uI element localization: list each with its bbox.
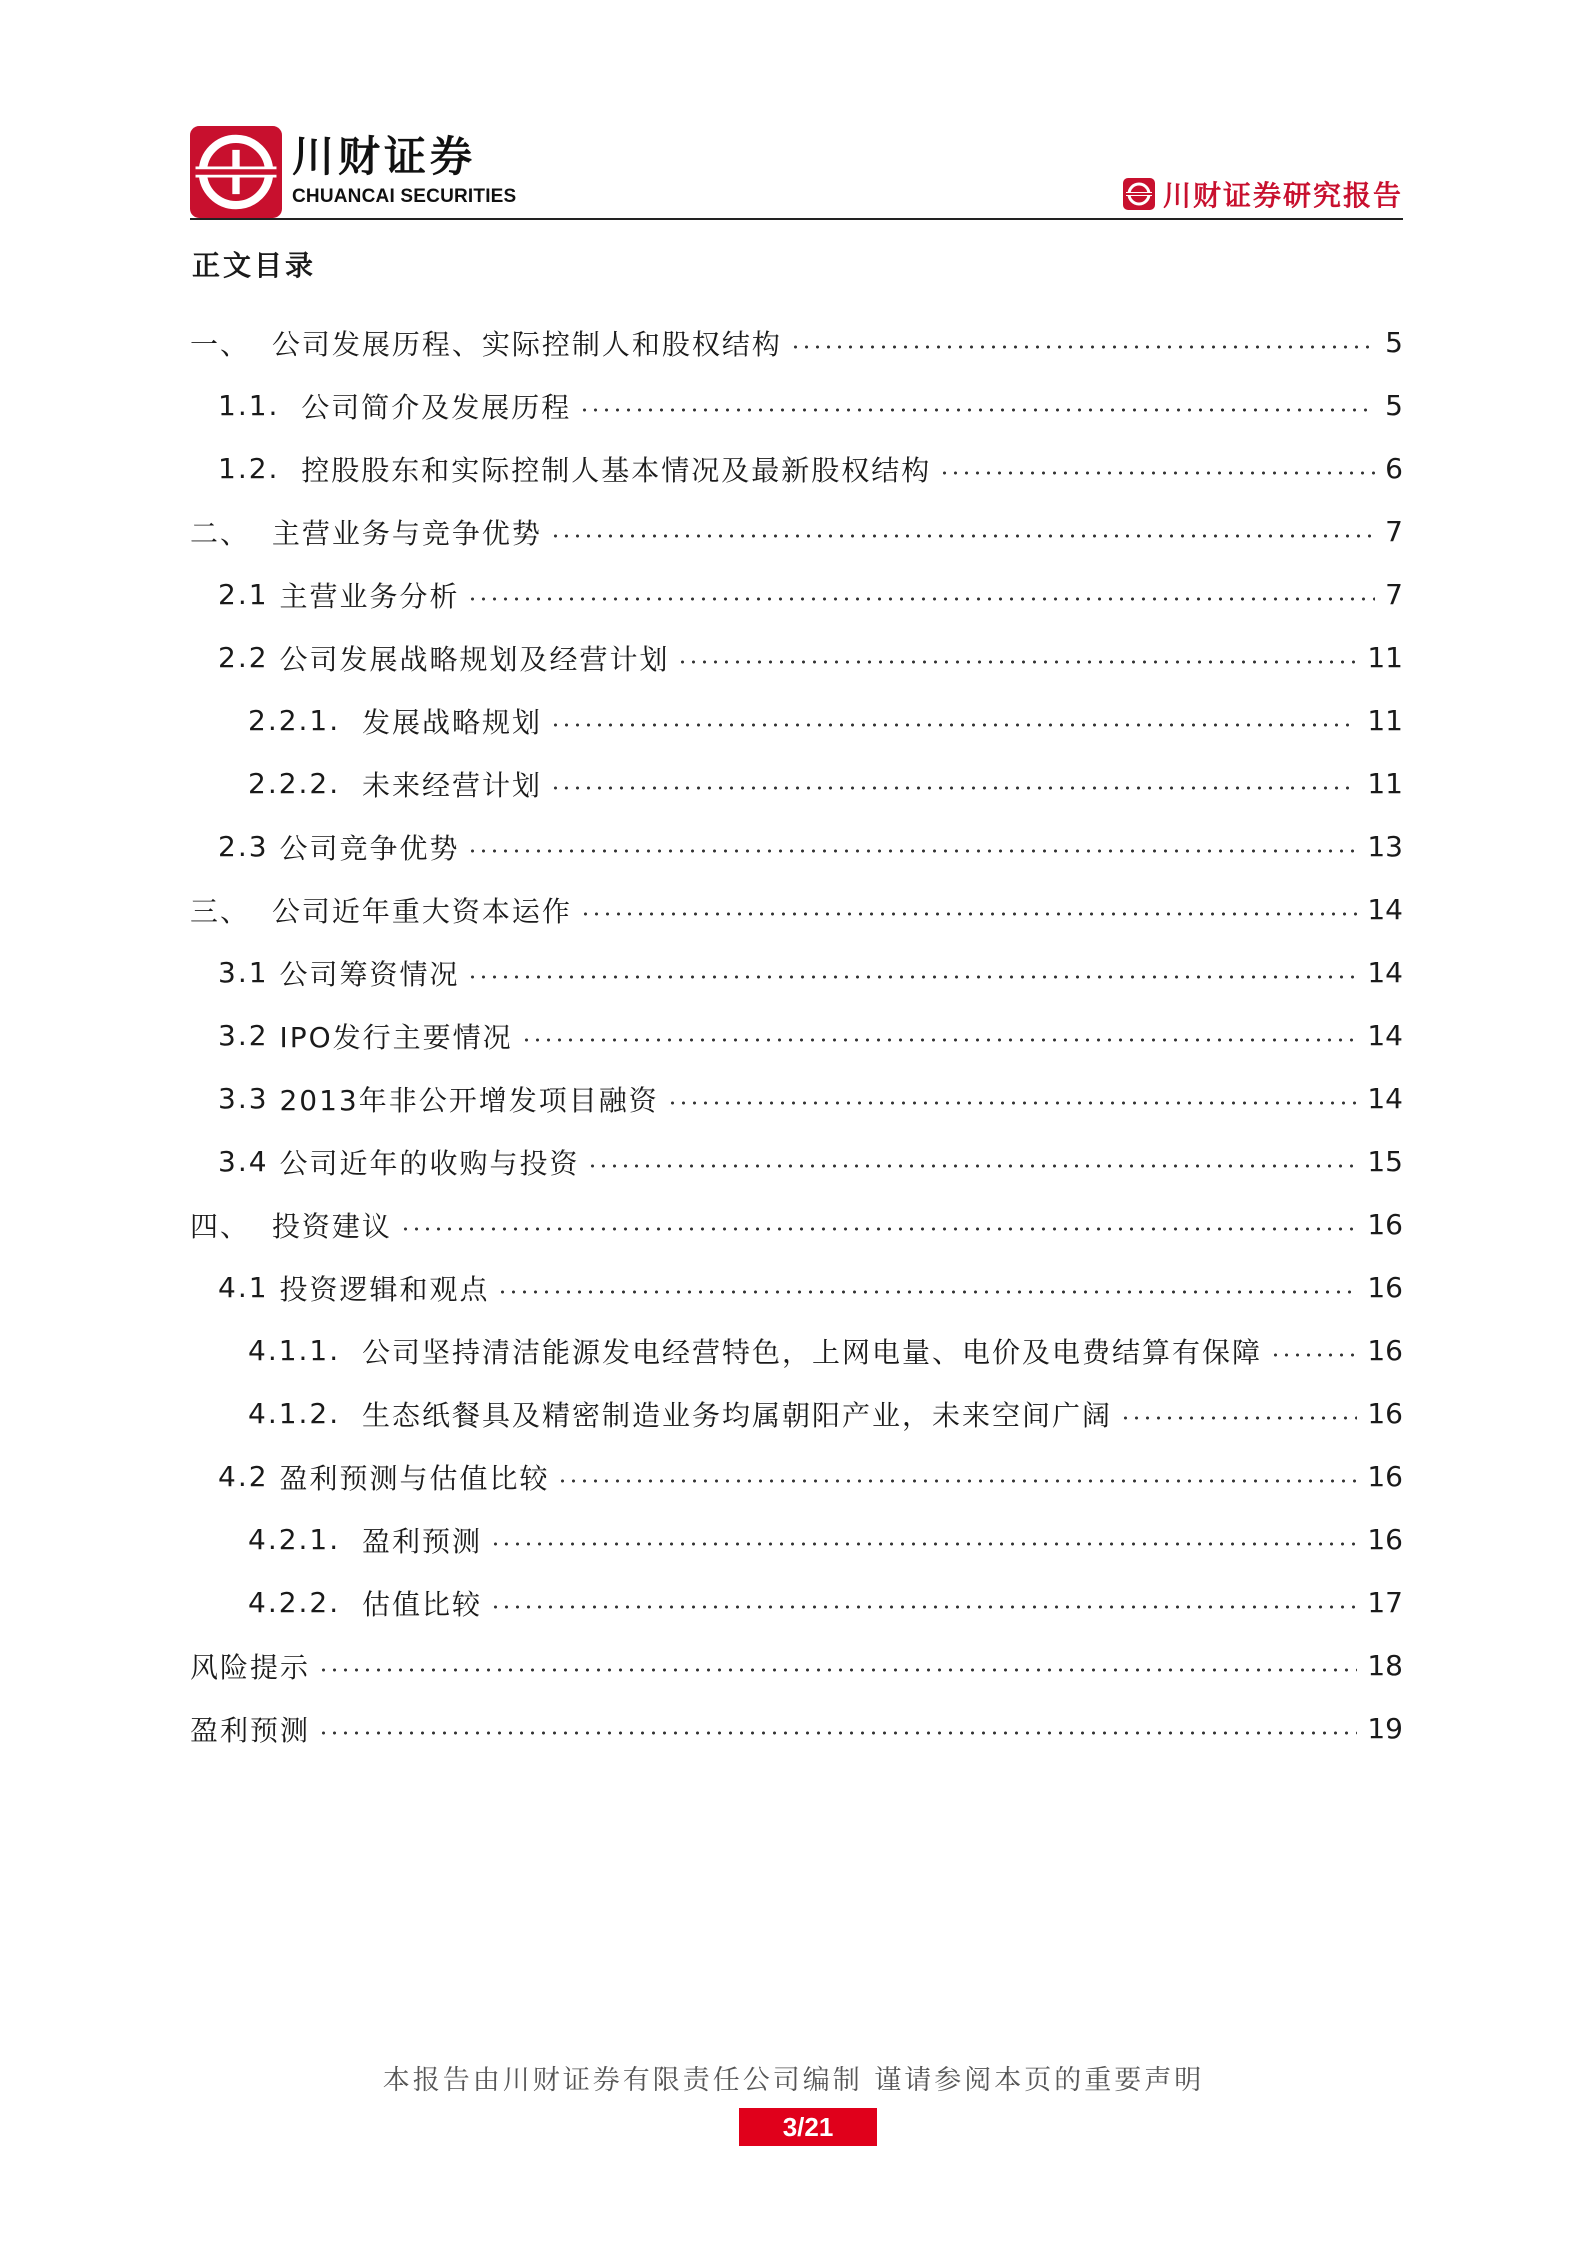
toc-dot-leader [497,1290,1357,1294]
toc-entry-title: 盈利预测 [190,1713,311,1747]
toc-entry-page: 14 [1367,1082,1403,1115]
toc-dot-leader [677,660,1357,664]
toc-entry-page: 7 [1385,578,1403,611]
toc-dot-leader [790,345,1375,349]
toc-entry-number: 3.2 [218,1019,280,1052]
toc-entry[interactable] [190,374,1403,437]
toc-dot-leader [490,1605,1357,1609]
toc-entry[interactable] [190,1067,1403,1130]
toc-entry[interactable] [190,1697,1403,1760]
toc-entry-page: 15 [1367,1145,1403,1178]
toc-entry-title: 公司发展战略规划及经营计划 [279,642,670,676]
toc-entry-page: 7 [1385,515,1403,548]
toc-entry-title: 盈利预测 [361,1524,482,1558]
toc-entry-title: 主营业务分析 [279,579,460,613]
chuancai-logo-icon [190,126,282,218]
toc-dot-leader [490,1542,1357,1546]
toc-entry-title: 投资建议 [271,1209,392,1243]
toc-dot-leader [550,786,1357,790]
toc-entry-title: 未来经营计划 [361,768,542,802]
toc-dot-leader [318,1668,1357,1672]
toc-entry-title: 发展战略规划 [361,705,542,739]
logo-english-name: CHUANCAI SECURITIES [292,186,517,207]
toc-entry-number: 2.3 [218,830,280,863]
toc-dot-leader [587,1164,1357,1168]
report-label-block [1123,174,1403,214]
toc-dot-leader [467,849,1357,853]
toc-entry-page: 19 [1367,1712,1403,1745]
toc-entry[interactable] [190,1634,1403,1697]
toc-dot-leader [550,723,1357,727]
toc-title: 正文目录 [192,249,317,282]
toc-entry-number: 1.2. [218,452,302,485]
toc-dot-leader [1270,1353,1357,1357]
toc-entry-number: 4.2.2. [248,1586,362,1619]
report-label: 川财证券研究报告 [1162,179,1403,212]
toc-dot-leader [521,1038,1358,1042]
toc-dot-leader [467,597,1375,601]
toc-entry[interactable] [190,1508,1403,1571]
toc-entry-page: 13 [1367,830,1403,863]
toc-entry-title: 公司竞争优势 [279,831,460,865]
logo-chinese-name: 川财证券 [292,132,477,181]
toc-entry-title: 控股股东和实际控制人基本情况及最新股权结构 [301,453,932,487]
footer-disclaimer: 本报告由川财证券有限责任公司编制 谨请参阅本页的重要声明 [382,2065,1205,2096]
toc-entry-number: 4.2 [218,1460,280,1493]
toc-entry-page: 14 [1367,1019,1403,1052]
toc-entry-page: 16 [1367,1334,1403,1367]
toc-entry[interactable] [190,752,1403,815]
toc-entry-number: 二、 [190,516,272,550]
toc-entry-title: 公司简介及发展历程 [301,390,572,424]
toc-entry[interactable] [190,1130,1403,1193]
toc-entry-title: 主营业务与竞争优势 [271,516,542,550]
header-divider [190,218,1403,220]
toc-entry-number: 三、 [190,894,272,928]
toc-entry-page: 11 [1367,641,1403,674]
toc-entry[interactable] [190,689,1403,752]
toc-entry-page: 14 [1367,893,1403,926]
toc-entry-page: 16 [1367,1460,1403,1493]
toc-dot-leader [550,534,1375,538]
toc-entry[interactable] [190,1382,1403,1445]
toc-entry-page: 6 [1385,452,1403,485]
page-header [190,118,1403,220]
toc-entry[interactable] [190,1256,1403,1319]
toc-entry-page: 16 [1367,1397,1403,1430]
toc-entry[interactable] [190,1319,1403,1382]
toc-entry[interactable] [190,626,1403,689]
toc-entry-number: 4.1.2. [248,1397,362,1430]
toc-entry-page: 18 [1367,1649,1403,1682]
toc-entry[interactable] [190,1004,1403,1067]
toc-dot-leader [1120,1416,1357,1420]
toc-entry-title: IPO发行主要情况 [279,1020,513,1054]
toc-entry-number: 2.2.1. [248,704,362,737]
toc-entry-title: 生态纸餐具及精密制造业务均属朝阳产业，未来空间广阔 [361,1398,1112,1432]
toc-entry-page: 16 [1367,1208,1403,1241]
toc-entry[interactable] [190,563,1403,626]
toc-entry-number: 四、 [190,1209,272,1243]
toc-entry-title: 公司近年重大资本运作 [271,894,572,928]
toc-entry-number: 4.1 [218,1271,280,1304]
toc-entry-number: 4.2.1. [248,1523,362,1556]
toc-entry-title: 风险提示 [190,1650,311,1684]
page-number-badge: 3/21 [739,2108,877,2146]
toc-dot-leader [580,912,1358,916]
toc-entry-title: 投资逻辑和观点 [279,1272,490,1306]
toc-entry[interactable] [190,941,1403,1004]
toc-dot-leader [557,1479,1357,1483]
toc-entry-page: 16 [1367,1523,1403,1556]
toc-entry[interactable] [190,500,1403,563]
toc-entry-title: 估值比较 [361,1587,482,1621]
company-logo [190,126,516,218]
toc-entry-title: 公司筹资情况 [279,957,460,991]
toc-entry[interactable] [190,311,1403,374]
toc-entry-title: 盈利预测与估值比较 [279,1461,550,1495]
toc-dot-leader [579,408,1375,412]
toc-entry-number: 3.4 [218,1145,280,1178]
toc-entry-page: 11 [1367,704,1403,737]
toc-dot-leader [939,471,1375,475]
toc-entry-page: 5 [1385,326,1403,359]
toc-entry-page: 17 [1367,1586,1403,1619]
toc-entry-number: 2.2.2. [248,767,362,800]
toc-entry-number: 一、 [190,327,272,361]
toc-dot-leader [667,1101,1358,1105]
toc-entry-page: 5 [1385,389,1403,422]
toc-entry-number: 2.2 [218,641,280,674]
table-of-contents [190,311,1403,1760]
toc-dot-leader [400,1227,1358,1231]
toc-entry[interactable] [190,878,1403,941]
toc-entry-title: 公司发展历程、实际控制人和股权结构 [271,327,782,361]
toc-entry-number: 3.1 [218,956,280,989]
toc-entry[interactable] [190,1445,1403,1508]
toc-entry-page: 16 [1367,1271,1403,1304]
toc-entry[interactable] [190,1193,1403,1256]
toc-dot-leader [467,975,1357,979]
toc-entry-page: 14 [1367,956,1403,989]
report-logo-icon [1123,178,1155,210]
toc-entry-number: 2.1 [218,578,280,611]
toc-entry-title: 2013年非公开增发项目融资 [279,1083,659,1117]
toc-entry-number: 1.1. [218,389,302,422]
toc-entry[interactable] [190,437,1403,500]
toc-entry-page: 11 [1367,767,1403,800]
toc-entry-title: 公司坚持清洁能源发电经营特色，上网电量、电价及电费结算有保障 [361,1335,1262,1369]
toc-dot-leader [318,1731,1357,1735]
toc-entry[interactable] [190,1571,1403,1634]
toc-entry-number: 4.1.1. [248,1334,362,1367]
toc-entry[interactable] [190,815,1403,878]
toc-entry-number: 3.3 [218,1082,280,1115]
toc-entry-title: 公司近年的收购与投资 [279,1146,580,1180]
